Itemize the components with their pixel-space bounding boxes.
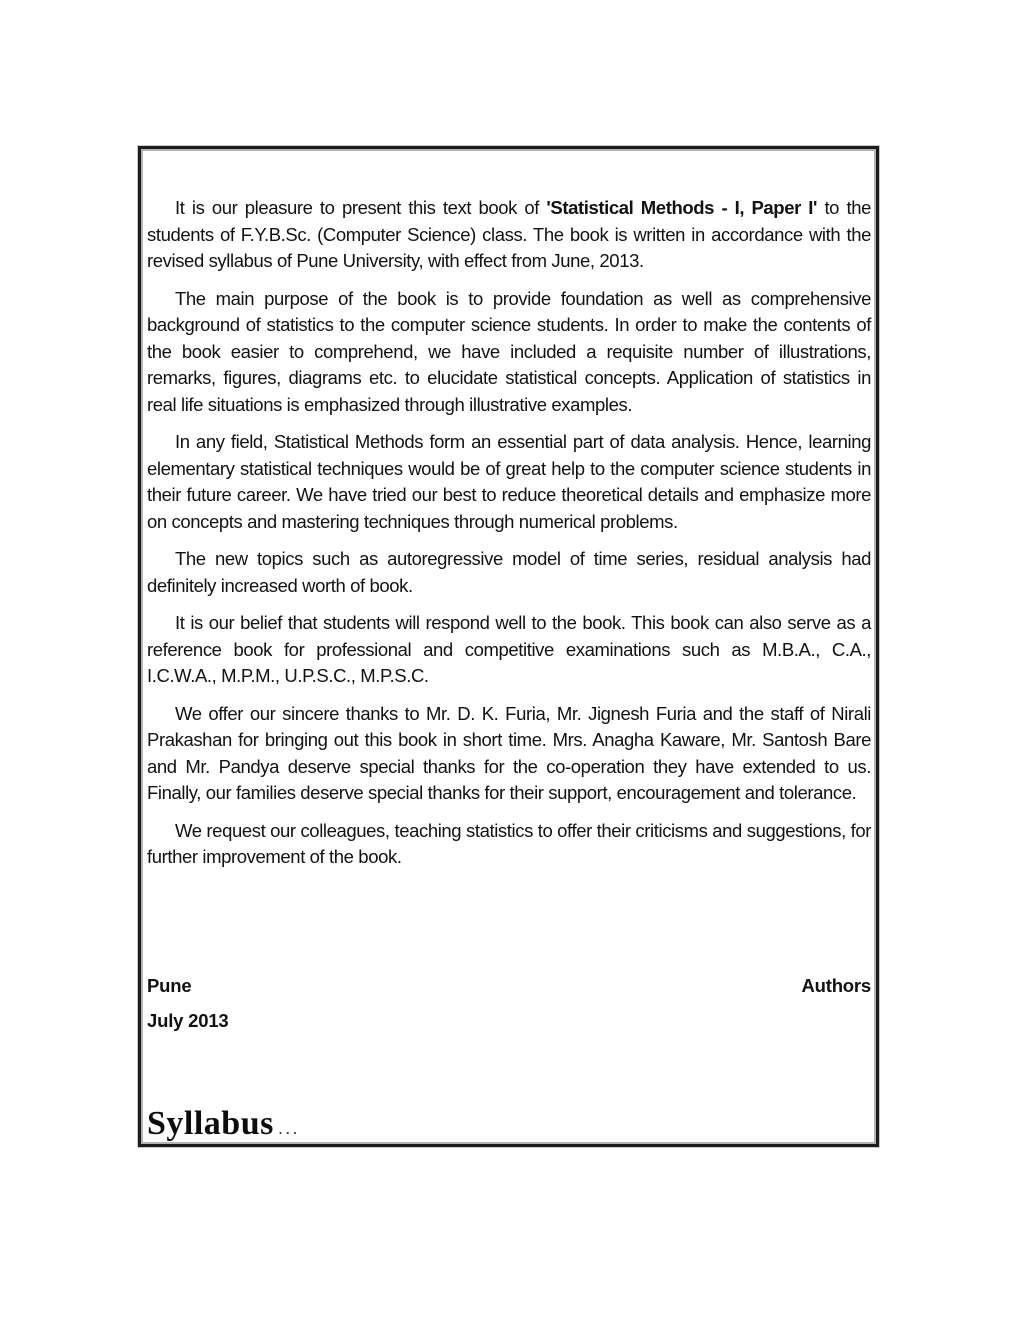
paragraph-belief: It is our belief that students will respond well to the book. This book can also serve as a reference book for professional and competitive examinations such as M.B.A., C.A., I.C.W.A., M.P.M., U.P.S.C., M.P.S.C. — [147, 612, 871, 686]
paragraph-field: In any field, Statistical Methods form an essential part of data analysis. Hence, learning elementary statistical techniques would be of great help to the computer science students in their future career. We have tried our best to reduce theoretical details and emphasize more on concepts and mastering techniques through numerical problems. — [147, 431, 871, 532]
syllabus-ellipsis: ... — [278, 1119, 301, 1138]
signoff-date: July 2013 — [147, 1010, 229, 1031]
paragraph-request: We request our colleagues, teaching statistics to offer their criticisms and suggestions, for further improvement of the book. — [147, 819, 871, 867]
syllabus-heading — [147, 1105, 300, 1143]
paragraph-intro-text-before: It is our pleasure to present this text book of — [175, 197, 547, 218]
book-title-bold: 'Statistical Methods - I, Paper I' — [546, 197, 818, 218]
signoff-authors: Authors — [801, 975, 871, 996]
syllabus-title: Syllabus — [147, 1105, 274, 1142]
paragraph-intro-text-after: to the students of F.Y.B.Sc. (Computer Science) class. The book is written in accordance with the revised syllabus of Pune University, with effect from June, 2013. — [147, 197, 871, 271]
signoff-block — [147, 972, 871, 1034]
paragraph-thanks: We offer our sincere thanks to Mr. D. K. Furia, Mr. Jignesh Furia and the staff of Nirali Prakashan for bringing out this book in short time. Mrs. Anagha Kaware, Mr. Santosh Bare and Mr. Pandya deserve special thanks for the co-operation they have extended to us. Finally, our families deserve special thanks for their support, encouragement and tolerance. — [147, 702, 871, 803]
paragraph-intro — [147, 195, 871, 275]
paragraph-new-topics: The new topics such as autoregressive model of time series, residual analysis had definitely increased worth of book. — [147, 548, 871, 596]
page-frame — [138, 146, 879, 1147]
signoff-place: Pune — [147, 975, 192, 996]
signoff-row — [147, 972, 871, 999]
paragraph-purpose: The main purpose of the book is to provide foundation as well as comprehensive background of statistics to the computer science students. In order to make the contents of the book easier to comprehend, we have included a requisite number of illustrations, remarks, figures, diagrams etc. to elucidate statistical concepts. Application of statistics in real life situations is emphasized through illustrative examples. — [147, 287, 871, 415]
